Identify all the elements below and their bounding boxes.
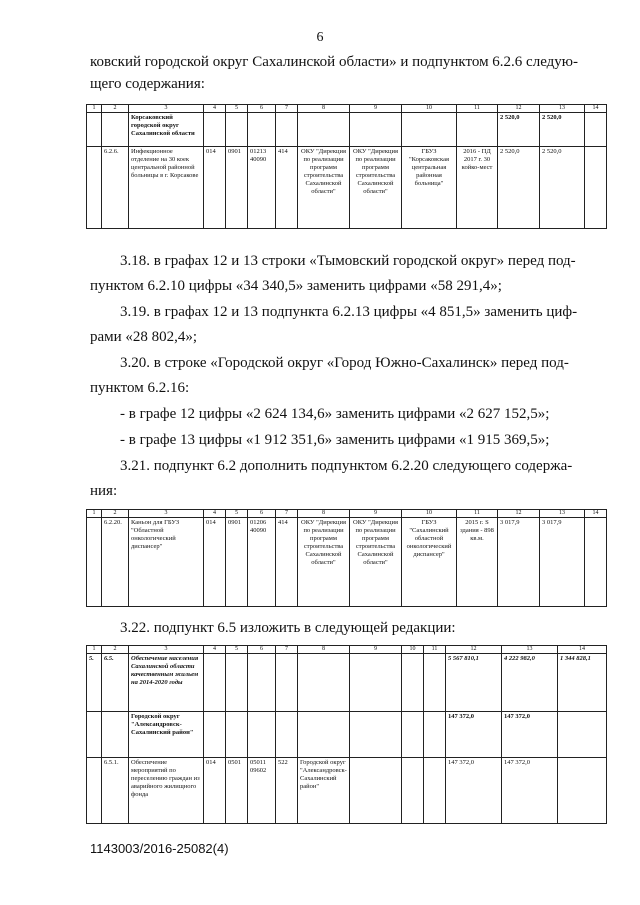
table-row [87, 654, 607, 712]
header-cell: 1 [87, 105, 102, 113]
cell-col13: 147 372,0 [502, 758, 558, 824]
header-cell: 9 [350, 105, 402, 113]
row-number: 6.2.20. [102, 518, 129, 607]
cell-col5: 0501 [226, 758, 248, 824]
cell-col10: ГБУЗ "Корсаковская центральная районная больница" [402, 147, 457, 229]
header-cell: 14 [558, 646, 607, 654]
cell-col12: 2 520,0 [498, 147, 540, 229]
cell-col6: 05011 09602 [248, 758, 276, 824]
header-cell: 8 [298, 646, 350, 654]
header-cell: 4 [204, 105, 226, 113]
cell-col6: 01213 40090 [248, 147, 276, 229]
table-6-2-20 [86, 509, 607, 607]
header-cell: 4 [204, 646, 226, 654]
header-cell: 7 [276, 646, 298, 654]
row-index: 5. [87, 654, 102, 712]
table-row [87, 147, 607, 229]
row-name: Обеспечение мероприятий по переселению граждан из аварийного жилищного фонда [129, 758, 204, 824]
item-3-20-line-4: - в графе 13 цифры «1 912 351,6» заменить цифрами «1 915 369,5»; [120, 432, 550, 448]
header-cell: 9 [350, 646, 402, 654]
cell-col11: 2016 - ПД 2017 г. 30 койко-мест [457, 147, 498, 229]
header-cell: 2 [102, 646, 129, 654]
cell-col12: 3 017,9 [498, 518, 540, 607]
header-cell: 6 [248, 510, 276, 518]
cell-col5: 0901 [226, 147, 248, 229]
cell-col13: 2 520,0 [540, 113, 585, 147]
table-row [87, 712, 607, 758]
cell-col7: 414 [276, 518, 298, 607]
row-number: 6.2.6. [102, 147, 129, 229]
item-3-20-line-3: - в графе 12 цифры «2 624 134,6» заменить цифрами «2 627 152,5»; [120, 406, 550, 422]
header-cell: 7 [276, 105, 298, 113]
header-cell: 3 [129, 646, 204, 654]
header-cell: 3 [129, 105, 204, 113]
header-cell: 1 [87, 646, 102, 654]
cell-col6: 01206 40090 [248, 518, 276, 607]
row-number: 6.5. [102, 654, 129, 712]
header-cell: 13 [540, 105, 585, 113]
cell-col7: 414 [276, 147, 298, 229]
header-cell: 5 [226, 105, 248, 113]
item-3-18-line-1: 3.18. в графах 12 и 13 строки «Тымовский городской округ» перед под- [120, 253, 576, 269]
cell-col13: 2 520,0 [540, 147, 585, 229]
header-cell: 7 [276, 510, 298, 518]
intro-line-2: щего содержания: [90, 76, 205, 92]
header-cell: 8 [298, 510, 350, 518]
header-cell: 3 [129, 510, 204, 518]
item-3-20-line-2: пунктом 6.2.16: [90, 380, 190, 396]
item-3-18-line-2: пунктом 6.2.10 цифры «34 340,5» заменить цифрами «58 291,4»; [90, 278, 502, 294]
item-3-19-line-2: рами «28 802,4»; [90, 329, 198, 345]
cell-col11: 2015 г. S здания - 898 кв.м. [457, 518, 498, 607]
row-name: Каньон для ГБУЗ "Областной онкологический диспансер" [129, 518, 204, 607]
cell-col12: 5 567 810,1 [446, 654, 502, 712]
table-row [87, 518, 607, 607]
table-row [87, 113, 607, 147]
item-3-21-line-2: ния: [90, 483, 118, 499]
table-6-2-6 [86, 104, 607, 229]
table-row [87, 758, 607, 824]
header-cell: 1 [87, 510, 102, 518]
item-3-22: 3.22. подпункт 6.5 изложить в следующей редакции: [120, 620, 456, 636]
header-cell: 12 [498, 510, 540, 518]
header-cell: 12 [498, 105, 540, 113]
cell-col13: 4 222 982,0 [502, 654, 558, 712]
cell-col4: 014 [204, 147, 226, 229]
header-cell: 11 [424, 646, 446, 654]
cell-col12: 2 520,0 [498, 113, 540, 147]
cell-col4: 014 [204, 518, 226, 607]
header-cell: 6 [248, 646, 276, 654]
cell-col5: 0901 [226, 518, 248, 607]
header-cell: 2 [102, 105, 129, 113]
header-cell: 12 [446, 646, 502, 654]
table-header-row [87, 510, 607, 518]
header-cell: 8 [298, 105, 350, 113]
cell-col4: 014 [204, 758, 226, 824]
cell-col9: ОКУ "Дирекция по реализации программ строительства Сахалинской области" [350, 518, 402, 607]
header-cell: 6 [248, 105, 276, 113]
item-3-19-line-1: 3.19. в графах 12 и 13 подпункта 6.2.13 цифры «4 851,5» заменить циф- [120, 304, 578, 320]
row-name: Городской округ "Александровск-Сахалинский район" [129, 712, 204, 758]
table-header-row [87, 105, 607, 113]
cell-col13: 147 372,0 [502, 712, 558, 758]
cell-col12: 147 372,0 [446, 712, 502, 758]
header-cell: 2 [102, 510, 129, 518]
header-cell: 10 [402, 105, 457, 113]
row-name: Корсаковский городской округ Сахалинской области [129, 113, 204, 147]
cell-col7: 522 [276, 758, 298, 824]
header-cell: 5 [226, 510, 248, 518]
cell-col9: ОКУ "Дирекция по реализации программ строительства Сахалинской области" [350, 147, 402, 229]
row-name: Обеспечение населения Сахалинской области качественным жильем на 2014-2020 годы [129, 654, 204, 712]
cell-col12: 147 372,0 [446, 758, 502, 824]
cell-col8: ОКУ "Дирекция по реализации программ строительства Сахалинской области" [298, 518, 350, 607]
cell-col13: 3 017,9 [540, 518, 585, 607]
row-number: 6.5.1. [102, 758, 129, 824]
table-6-5 [86, 645, 607, 824]
header-cell: 14 [585, 105, 607, 113]
row-name: Инфекционное отделение на 30 коек центральной районной больницы в г. Корсакове [129, 147, 204, 229]
header-cell: 13 [502, 646, 558, 654]
item-3-20-line-1: 3.20. в строке «Городской округ «Город Южно-Сахалинск» перед под- [120, 355, 569, 371]
cell-col8: ОКУ "Дирекция по реализации программ строительства Сахалинской области" [298, 147, 350, 229]
header-cell: 9 [350, 510, 402, 518]
page-number: 6 [316, 30, 324, 45]
header-cell: 11 [457, 105, 498, 113]
header-cell: 14 [585, 510, 607, 518]
header-cell: 10 [402, 646, 424, 654]
header-cell: 11 [457, 510, 498, 518]
cell-col14: 1 344 828,1 [558, 654, 607, 712]
cell-col8: Городской округ "Александровск-Сахалинский район" [298, 758, 350, 824]
table-header-row [87, 646, 607, 654]
header-cell: 10 [402, 510, 457, 518]
cell-col10: ГБУЗ "Сахалинский областной онкологический диспансер" [402, 518, 457, 607]
item-3-21-line-1: 3.21. подпункт 6.2 дополнить подпунктом 6.2.20 следующего содержа- [120, 458, 573, 474]
intro-line-1: ковский городской округ Сахалинской области» и подпунктом 6.2.6 следую- [90, 54, 578, 70]
header-cell: 5 [226, 646, 248, 654]
document-code: 1143003/2016-25082(4) [90, 841, 229, 856]
header-cell: 4 [204, 510, 226, 518]
header-cell: 13 [540, 510, 585, 518]
